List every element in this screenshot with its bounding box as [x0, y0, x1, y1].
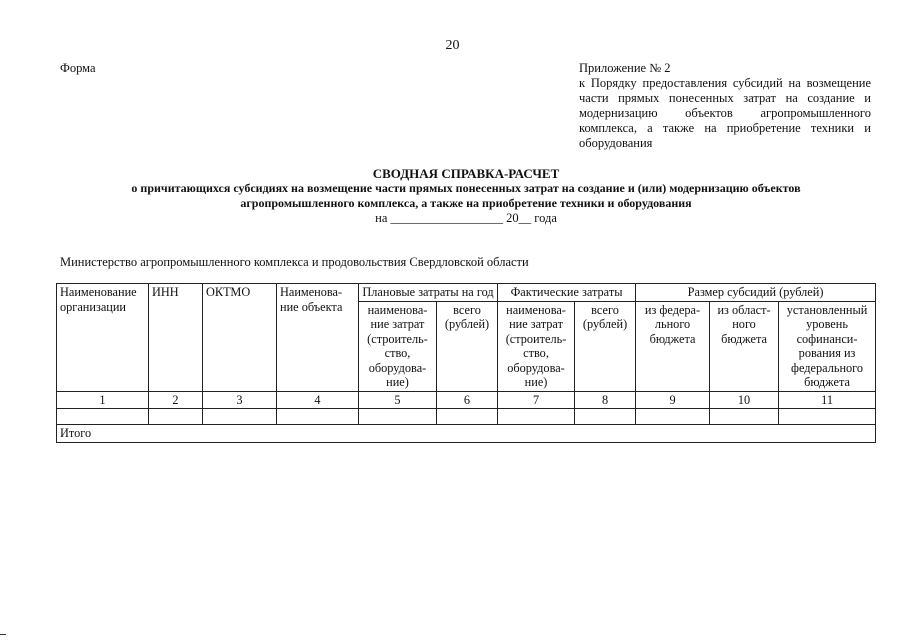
- header-regional-budget: из област-ного бюджета: [710, 301, 779, 391]
- header-oktmo: ОКТМО: [203, 284, 277, 392]
- title-block: [60, 166, 872, 226]
- page-number: 20: [445, 38, 460, 53]
- column-number: 7: [498, 391, 575, 409]
- header-actual-costs: Фактические затраты: [498, 284, 636, 302]
- table-cell[interactable]: [359, 409, 437, 425]
- appendix-body: к Порядку предоставления субсидий на возмещение части прямых понесенных затрат на создание и модернизацию объектов агропромышленного комплекса, а также на приобретение техники и оборудования: [579, 76, 871, 150]
- document-date-line: [60, 211, 872, 226]
- header-planned-costs: Плановые затраты на год: [359, 284, 498, 302]
- table-cell[interactable]: [498, 409, 575, 425]
- header-federal-budget: из федера-льного бюджета: [636, 301, 710, 391]
- column-number: 4: [277, 391, 359, 409]
- table-cell[interactable]: [437, 409, 498, 425]
- date-prefix: на: [375, 211, 388, 225]
- column-number: 8: [575, 391, 636, 409]
- date-blank: __________________: [390, 211, 503, 225]
- table-cell[interactable]: [710, 409, 779, 425]
- table-cell[interactable]: [575, 409, 636, 425]
- table-cell[interactable]: [636, 409, 710, 425]
- ministry-name: Министерство агропромышленного комплекса и продовольствия Свердловской области: [60, 255, 529, 269]
- column-number-row: [57, 391, 876, 409]
- header-org-name: Наименование организации: [57, 284, 149, 392]
- appendix-title: Приложение № 2: [579, 61, 671, 75]
- header-cofinancing-level: установленный уровень софинанси-рования из федерального бюджета: [779, 301, 876, 391]
- table-cell[interactable]: [277, 409, 359, 425]
- column-number: 6: [437, 391, 498, 409]
- report-table: [56, 283, 876, 443]
- column-number: 11: [779, 391, 876, 409]
- table-cell[interactable]: [149, 409, 203, 425]
- column-number: 5: [359, 391, 437, 409]
- total-row: [57, 425, 876, 443]
- column-number: 10: [710, 391, 779, 409]
- scan-edge-mark: [0, 634, 6, 635]
- document-title: СВОДНАЯ СПРАВКА-РАСЧЕТ: [372, 166, 560, 181]
- header-total-actual: всего (рублей): [575, 301, 636, 391]
- header-subsidy-amount: Размер субсидий (рублей): [636, 284, 876, 302]
- column-number: 1: [57, 391, 149, 409]
- header-cost-name-actual: наименова-ние затрат (строитель-ство, оборудова-ние): [498, 301, 575, 391]
- date-year: 20__ года: [506, 211, 557, 225]
- table-cell[interactable]: [203, 409, 277, 425]
- form-label: Форма: [60, 61, 96, 75]
- document-subtitle-line2: агропромышленного комплекса, а также на приобретение техники и оборудования: [240, 196, 692, 210]
- header-total-planned: всего (рублей): [437, 301, 498, 391]
- header-inn: ИНН: [149, 284, 203, 392]
- column-number: 9: [636, 391, 710, 409]
- header-cost-name-planned: наименова-ние затрат (строитель-ство, оборудова-ние): [359, 301, 437, 391]
- table-row: [57, 409, 876, 425]
- appendix-block: [579, 61, 871, 151]
- table-cell[interactable]: [57, 409, 149, 425]
- document-subtitle-line1: о причитающихся субсидиях на возмещение части прямых понесенных затрат на создание и (или) модернизацию объектов: [131, 181, 801, 195]
- column-number: 3: [203, 391, 277, 409]
- column-number: 2: [149, 391, 203, 409]
- table-cell[interactable]: [779, 409, 876, 425]
- header-object-name: Наименова-ние объекта: [277, 284, 359, 392]
- total-label: Итого: [57, 425, 876, 443]
